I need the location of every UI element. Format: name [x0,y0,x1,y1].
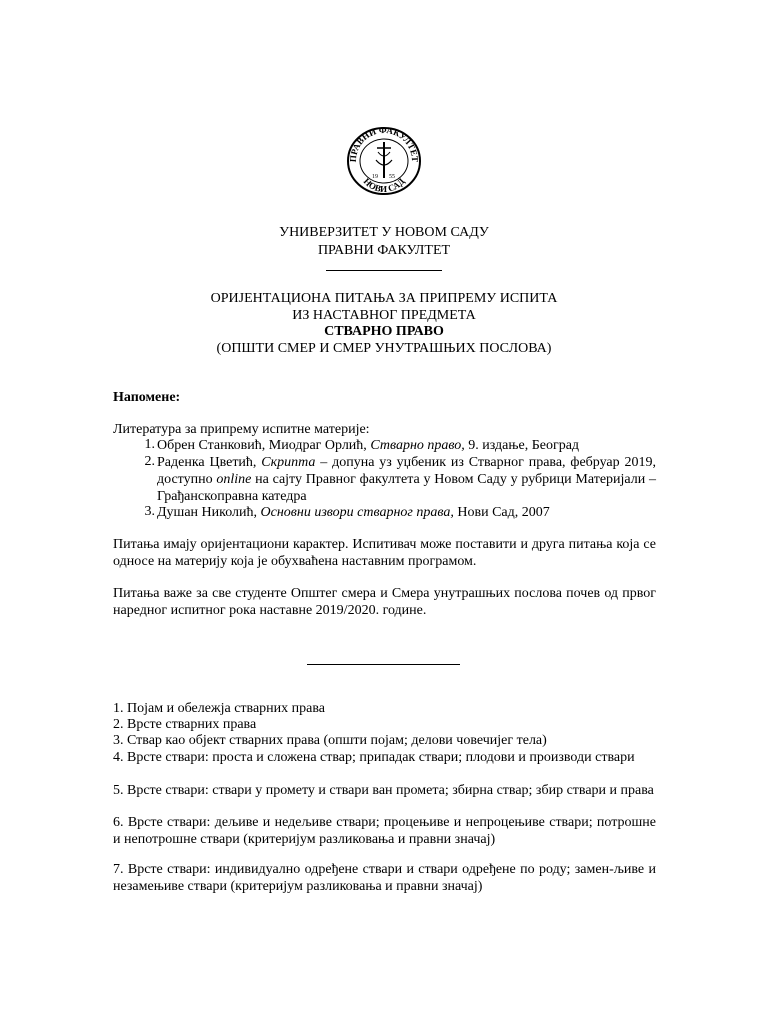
section-divider [307,664,460,665]
seal-bottom-text: НОВИ САД [361,176,407,195]
literature-item: Раденка Цветић, Скрипта – допуна уз уџбеник из Стварног права, фебруар 2019, доступно online на сајту Правног факултета у Новом Саду у рубрици Материјали – Грађанскоправна катедра [157,455,656,504]
question-item: 6. Врсте ствари: дељиве и недељиве ствари; процењиве и непроцењиве ствари; потрошне и непотрошне ствари (критеријум разликовања и правни значај) [113,815,656,847]
header-divider [326,270,442,271]
question-item: 2. Врсте стварних права [113,717,257,732]
faculty-name: ПРАВНИ ФАКУЛТЕТ [317,243,451,258]
university-name: УНИВЕРЗИТЕТ У НОВОМ САДУ [279,225,489,240]
question-item: 5. Врсте ствари: ствари у промету и ствари ван промета; збирна ствар; збир ствари и права [113,783,654,798]
title-line-2: ИЗ НАСТАВНОГ ПРЕДМЕТА [292,308,476,323]
literature-num: 2. [144,454,155,469]
title-line-1: ОРИЈЕНТАЦИОНА ПИТАЊА ЗА ПРИПРЕМУ ИСПИТА [210,291,558,306]
seal-year-left: 19 [372,174,378,180]
question-item: 7. Врсте ствари: индивидуално одређене ствари и ствари одређене по роду; замен-љиве и незамењиве ствари (критеријум разликовања и правни значај) [113,862,656,894]
literature-num: 1. [144,437,155,452]
question-item: 3. Ствар као објект стварних права (општи појам; делови човечијег тела) [113,733,547,748]
faculty-seal-logo [344,126,424,196]
literature-num: 3. [144,504,155,519]
literature-item: Обрен Станковић, Миодраг Орлић, Стварно право, 9. издање, Београд [157,438,580,453]
seal-year-right: 55 [389,174,395,180]
literature-intro: Литература за припрему испитне материје: [113,422,370,437]
subject-title: СТВАРНО ПРАВО [324,324,444,339]
notes-paragraph-1: Питања имају оријентациони карактер. Испитивач може поставити и друга питања која се односе на материју која је обухваћена наставним програмом. [113,537,656,569]
literature-item: Душан Николић, Основни извори стварног права, Нови Сад, 2007 [157,505,550,520]
seal-arc-text: ПРАВНИ ФАКУЛТЕТ [347,126,421,163]
notes-paragraph-2: Питања важе за све студенте Општег смера и Смера унутрашњих послова почев од првог наредног испитног рока наставне 2019/2020. године. [113,586,656,618]
subtitle: (ОПШТИ СМЕР И СМЕР УНУТРАШЊИХ ПОСЛОВА) [216,341,552,356]
question-item: 1. Појам и обележја стварних права [113,701,325,716]
question-item: 4. Врсте ствари: проста и сложена ствар; припадак ствари; плодови и производи ствари [113,750,635,765]
notes-heading: Напомене: [113,390,181,405]
